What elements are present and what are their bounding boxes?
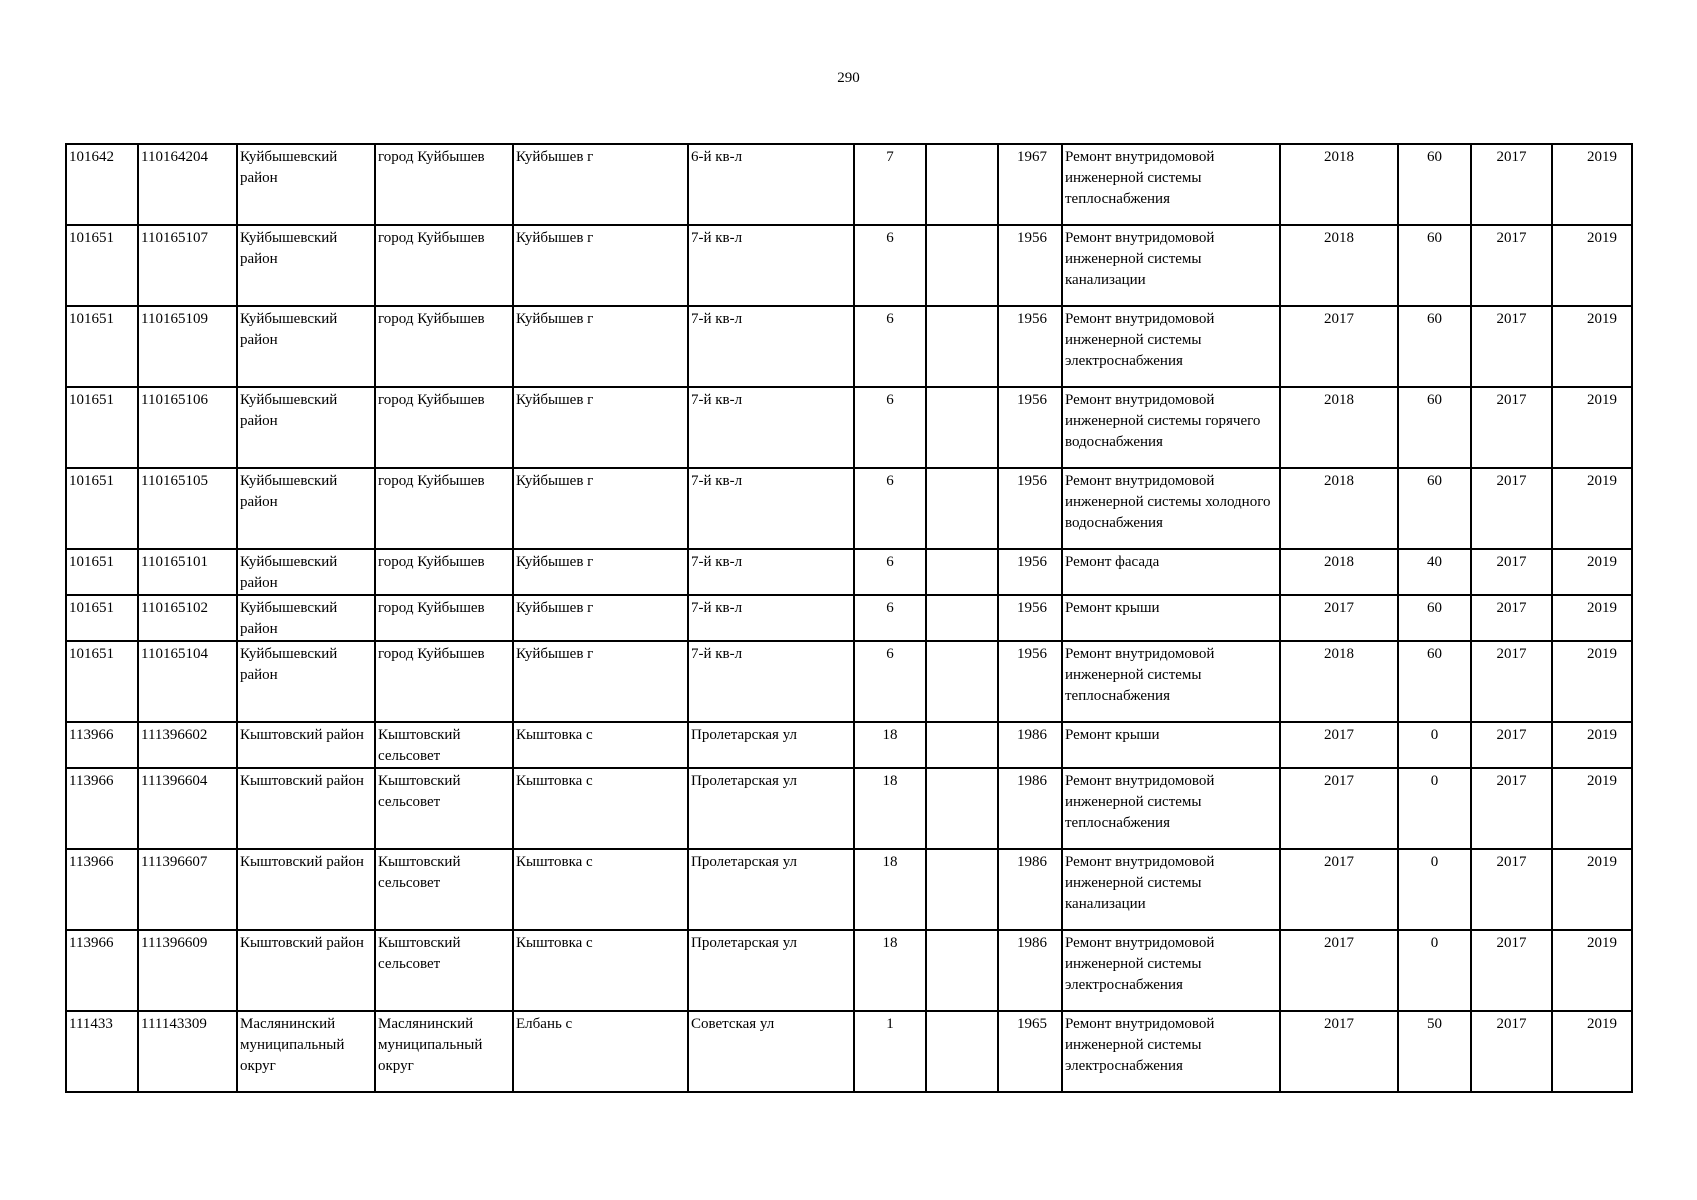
work-type-cell: Ремонт внутридомовой инженерной системы электроснабжения xyxy=(1062,306,1280,387)
work-id-cell: 111396604 xyxy=(138,768,237,849)
locality-cell: Куйбышев г xyxy=(513,641,688,722)
year-built-cell: 1956 xyxy=(998,595,1062,641)
wear-percent-cell: 60 xyxy=(1398,306,1471,387)
period-start-cell: 2017 xyxy=(1471,306,1552,387)
locality-cell: Куйбышев г xyxy=(513,144,688,225)
building-cell xyxy=(926,595,998,641)
planned-year-cell: 2018 xyxy=(1280,387,1398,468)
work-id-cell: 110165106 xyxy=(138,387,237,468)
planned-year-cell: 2018 xyxy=(1280,549,1398,595)
year-built-cell: 1956 xyxy=(998,468,1062,549)
locality-cell: Кыштовка с xyxy=(513,849,688,930)
house-number-cell: 18 xyxy=(854,930,926,1011)
table-row xyxy=(66,641,1632,722)
period-start-cell: 2017 xyxy=(1471,768,1552,849)
house-id-cell: 113966 xyxy=(66,849,138,930)
wear-percent-cell: 60 xyxy=(1398,595,1471,641)
building-cell xyxy=(926,641,998,722)
house-id-cell: 101651 xyxy=(66,387,138,468)
municipality-cell: город Куйбышев xyxy=(375,641,513,722)
work-type-cell: Ремонт внутридомовой инженерной системы теплоснабжения xyxy=(1062,641,1280,722)
municipality-cell: город Куйбышев xyxy=(375,225,513,306)
period-end-cell: 2019 xyxy=(1552,930,1632,1011)
period-end-cell: 2019 xyxy=(1552,1011,1632,1092)
house-number-cell: 6 xyxy=(854,387,926,468)
district-cell: Куйбышевский район xyxy=(237,225,375,306)
house-id-cell: 101642 xyxy=(66,144,138,225)
planned-year-cell: 2018 xyxy=(1280,468,1398,549)
building-cell xyxy=(926,306,998,387)
page-number: 290 xyxy=(837,70,860,86)
street-cell: 7-й кв-л xyxy=(688,641,854,722)
street-cell: Советская ул xyxy=(688,1011,854,1092)
planned-year-cell: 2017 xyxy=(1280,722,1398,768)
house-id-cell: 101651 xyxy=(66,641,138,722)
work-type-cell: Ремонт внутридомовой инженерной системы электроснабжения xyxy=(1062,1011,1280,1092)
house-number-cell: 6 xyxy=(854,225,926,306)
year-built-cell: 1986 xyxy=(998,768,1062,849)
house-id-cell: 113966 xyxy=(66,768,138,849)
year-built-cell: 1956 xyxy=(998,387,1062,468)
year-built-cell: 1986 xyxy=(998,849,1062,930)
municipality-cell: город Куйбышев xyxy=(375,387,513,468)
year-built-cell: 1967 xyxy=(998,144,1062,225)
municipality-cell: Маслянинский муниципальный округ xyxy=(375,1011,513,1092)
year-built-cell: 1956 xyxy=(998,549,1062,595)
work-id-cell: 111396602 xyxy=(138,722,237,768)
work-id-cell: 111396607 xyxy=(138,849,237,930)
wear-percent-cell: 0 xyxy=(1398,849,1471,930)
wear-percent-cell: 0 xyxy=(1398,722,1471,768)
work-type-cell: Ремонт крыши xyxy=(1062,722,1280,768)
period-start-cell: 2017 xyxy=(1471,641,1552,722)
work-type-cell: Ремонт внутридомовой инженерной системы горячего водоснабжения xyxy=(1062,387,1280,468)
district-cell: Куйбышевский район xyxy=(237,144,375,225)
locality-cell: Куйбышев г xyxy=(513,306,688,387)
building-cell xyxy=(926,1011,998,1092)
table-row xyxy=(66,768,1632,849)
street-cell: 6-й кв-л xyxy=(688,144,854,225)
house-id-cell: 101651 xyxy=(66,468,138,549)
period-start-cell: 2017 xyxy=(1471,225,1552,306)
table-row xyxy=(66,306,1632,387)
period-end-cell: 2019 xyxy=(1552,387,1632,468)
municipality-cell: Кыштовский сельсовет xyxy=(375,768,513,849)
period-start-cell: 2017 xyxy=(1471,1011,1552,1092)
building-cell xyxy=(926,468,998,549)
table-row xyxy=(66,468,1632,549)
planned-year-cell: 2018 xyxy=(1280,641,1398,722)
municipality-cell: Кыштовский сельсовет xyxy=(375,722,513,768)
work-type-cell: Ремонт внутридомовой инженерной системы канализации xyxy=(1062,225,1280,306)
work-id-cell: 110165105 xyxy=(138,468,237,549)
house-id-cell: 101651 xyxy=(66,595,138,641)
planned-year-cell: 2017 xyxy=(1280,1011,1398,1092)
period-end-cell: 2019 xyxy=(1552,722,1632,768)
table-row xyxy=(66,387,1632,468)
period-end-cell: 2019 xyxy=(1552,768,1632,849)
work-id-cell: 110165104 xyxy=(138,641,237,722)
building-cell xyxy=(926,849,998,930)
work-id-cell: 110165107 xyxy=(138,225,237,306)
municipality-cell: город Куйбышев xyxy=(375,468,513,549)
building-cell xyxy=(926,225,998,306)
building-cell xyxy=(926,144,998,225)
period-end-cell: 2019 xyxy=(1552,595,1632,641)
table-row xyxy=(66,225,1632,306)
planned-year-cell: 2017 xyxy=(1280,595,1398,641)
street-cell: Пролетарская ул xyxy=(688,722,854,768)
period-end-cell: 2019 xyxy=(1552,549,1632,595)
planned-year-cell: 2018 xyxy=(1280,144,1398,225)
wear-percent-cell: 0 xyxy=(1398,768,1471,849)
house-number-cell: 6 xyxy=(854,549,926,595)
street-cell: Пролетарская ул xyxy=(688,768,854,849)
planned-year-cell: 2017 xyxy=(1280,768,1398,849)
municipality-cell: город Куйбышев xyxy=(375,144,513,225)
work-type-cell: Ремонт фасада xyxy=(1062,549,1280,595)
register-body xyxy=(66,144,1632,1092)
work-type-cell: Ремонт внутридомовой инженерной системы холодного водоснабжения xyxy=(1062,468,1280,549)
district-cell: Куйбышевский район xyxy=(237,306,375,387)
period-end-cell: 2019 xyxy=(1552,468,1632,549)
district-cell: Куйбышевский район xyxy=(237,468,375,549)
period-start-cell: 2017 xyxy=(1471,930,1552,1011)
street-cell: 7-й кв-л xyxy=(688,387,854,468)
municipality-cell: город Куйбышев xyxy=(375,549,513,595)
building-cell xyxy=(926,549,998,595)
year-built-cell: 1956 xyxy=(998,225,1062,306)
locality-cell: Куйбышев г xyxy=(513,225,688,306)
district-cell: Куйбышевский район xyxy=(237,595,375,641)
locality-cell: Кыштовка с xyxy=(513,768,688,849)
year-built-cell: 1986 xyxy=(998,930,1062,1011)
work-type-cell: Ремонт внутридомовой инженерной системы теплоснабжения xyxy=(1062,768,1280,849)
building-cell xyxy=(926,768,998,849)
district-cell: Куйбышевский район xyxy=(237,641,375,722)
locality-cell: Кыштовка с xyxy=(513,930,688,1011)
street-cell: 7-й кв-л xyxy=(688,225,854,306)
building-cell xyxy=(926,930,998,1011)
building-cell xyxy=(926,387,998,468)
wear-percent-cell: 60 xyxy=(1398,387,1471,468)
period-end-cell: 2019 xyxy=(1552,641,1632,722)
period-start-cell: 2017 xyxy=(1471,144,1552,225)
locality-cell: Куйбышев г xyxy=(513,468,688,549)
period-start-cell: 2017 xyxy=(1471,387,1552,468)
street-cell: 7-й кв-л xyxy=(688,306,854,387)
municipality-cell: город Куйбышев xyxy=(375,306,513,387)
work-type-cell: Ремонт внутридомовой инженерной системы канализации xyxy=(1062,849,1280,930)
locality-cell: Куйбышев г xyxy=(513,595,688,641)
house-id-cell: 111433 xyxy=(66,1011,138,1092)
period-start-cell: 2017 xyxy=(1471,849,1552,930)
table-row xyxy=(66,849,1632,930)
period-start-cell: 2017 xyxy=(1471,722,1552,768)
municipality-cell: город Куйбышев xyxy=(375,595,513,641)
work-type-cell: Ремонт внутридомовой инженерной системы теплоснабжения xyxy=(1062,144,1280,225)
period-start-cell: 2017 xyxy=(1471,549,1552,595)
district-cell: Кыштовский район xyxy=(237,849,375,930)
house-id-cell: 113966 xyxy=(66,930,138,1011)
table-row xyxy=(66,595,1632,641)
year-built-cell: 1986 xyxy=(998,722,1062,768)
period-end-cell: 2019 xyxy=(1552,225,1632,306)
house-number-cell: 7 xyxy=(854,144,926,225)
table-row xyxy=(66,144,1632,225)
street-cell: 7-й кв-л xyxy=(688,468,854,549)
planned-year-cell: 2017 xyxy=(1280,306,1398,387)
house-number-cell: 18 xyxy=(854,768,926,849)
municipality-cell: Кыштовский сельсовет xyxy=(375,930,513,1011)
house-number-cell: 6 xyxy=(854,468,926,549)
work-id-cell: 111396609 xyxy=(138,930,237,1011)
period-end-cell: 2019 xyxy=(1552,144,1632,225)
wear-percent-cell: 40 xyxy=(1398,549,1471,595)
district-cell: Куйбышевский район xyxy=(237,387,375,468)
year-built-cell: 1965 xyxy=(998,1011,1062,1092)
wear-percent-cell: 60 xyxy=(1398,144,1471,225)
wear-percent-cell: 60 xyxy=(1398,468,1471,549)
district-cell: Кыштовский район xyxy=(237,930,375,1011)
house-number-cell: 1 xyxy=(854,1011,926,1092)
street-cell: 7-й кв-л xyxy=(688,595,854,641)
work-type-cell: Ремонт внутридомовой инженерной системы электроснабжения xyxy=(1062,930,1280,1011)
house-id-cell: 113966 xyxy=(66,722,138,768)
year-built-cell: 1956 xyxy=(998,306,1062,387)
house-number-cell: 6 xyxy=(854,306,926,387)
municipality-cell: Кыштовский сельсовет xyxy=(375,849,513,930)
work-id-cell: 110165101 xyxy=(138,549,237,595)
register-table xyxy=(65,143,1633,1093)
wear-percent-cell: 60 xyxy=(1398,641,1471,722)
table-row xyxy=(66,1011,1632,1092)
street-cell: Пролетарская ул xyxy=(688,849,854,930)
year-built-cell: 1956 xyxy=(998,641,1062,722)
district-cell: Маслянинский муниципальный округ xyxy=(237,1011,375,1092)
period-end-cell: 2019 xyxy=(1552,306,1632,387)
period-start-cell: 2017 xyxy=(1471,595,1552,641)
building-cell xyxy=(926,722,998,768)
house-number-cell: 18 xyxy=(854,722,926,768)
house-id-cell: 101651 xyxy=(66,225,138,306)
locality-cell: Кыштовка с xyxy=(513,722,688,768)
wear-percent-cell: 60 xyxy=(1398,225,1471,306)
street-cell: Пролетарская ул xyxy=(688,930,854,1011)
period-start-cell: 2017 xyxy=(1471,468,1552,549)
work-id-cell: 110164204 xyxy=(138,144,237,225)
planned-year-cell: 2017 xyxy=(1280,930,1398,1011)
planned-year-cell: 2018 xyxy=(1280,225,1398,306)
table-row xyxy=(66,722,1632,768)
district-cell: Куйбышевский район xyxy=(237,549,375,595)
wear-percent-cell: 0 xyxy=(1398,930,1471,1011)
work-type-cell: Ремонт крыши xyxy=(1062,595,1280,641)
house-number-cell: 18 xyxy=(854,849,926,930)
planned-year-cell: 2017 xyxy=(1280,849,1398,930)
street-cell: 7-й кв-л xyxy=(688,549,854,595)
house-number-cell: 6 xyxy=(854,641,926,722)
table-row xyxy=(66,930,1632,1011)
house-id-cell: 101651 xyxy=(66,306,138,387)
work-id-cell: 110165109 xyxy=(138,306,237,387)
table-row xyxy=(66,549,1632,595)
wear-percent-cell: 50 xyxy=(1398,1011,1471,1092)
district-cell: Кыштовский район xyxy=(237,768,375,849)
period-end-cell: 2019 xyxy=(1552,849,1632,930)
house-number-cell: 6 xyxy=(854,595,926,641)
work-id-cell: 110165102 xyxy=(138,595,237,641)
locality-cell: Елбань с xyxy=(513,1011,688,1092)
work-id-cell: 111143309 xyxy=(138,1011,237,1092)
locality-cell: Куйбышев г xyxy=(513,549,688,595)
locality-cell: Куйбышев г xyxy=(513,387,688,468)
house-id-cell: 101651 xyxy=(66,549,138,595)
district-cell: Кыштовский район xyxy=(237,722,375,768)
